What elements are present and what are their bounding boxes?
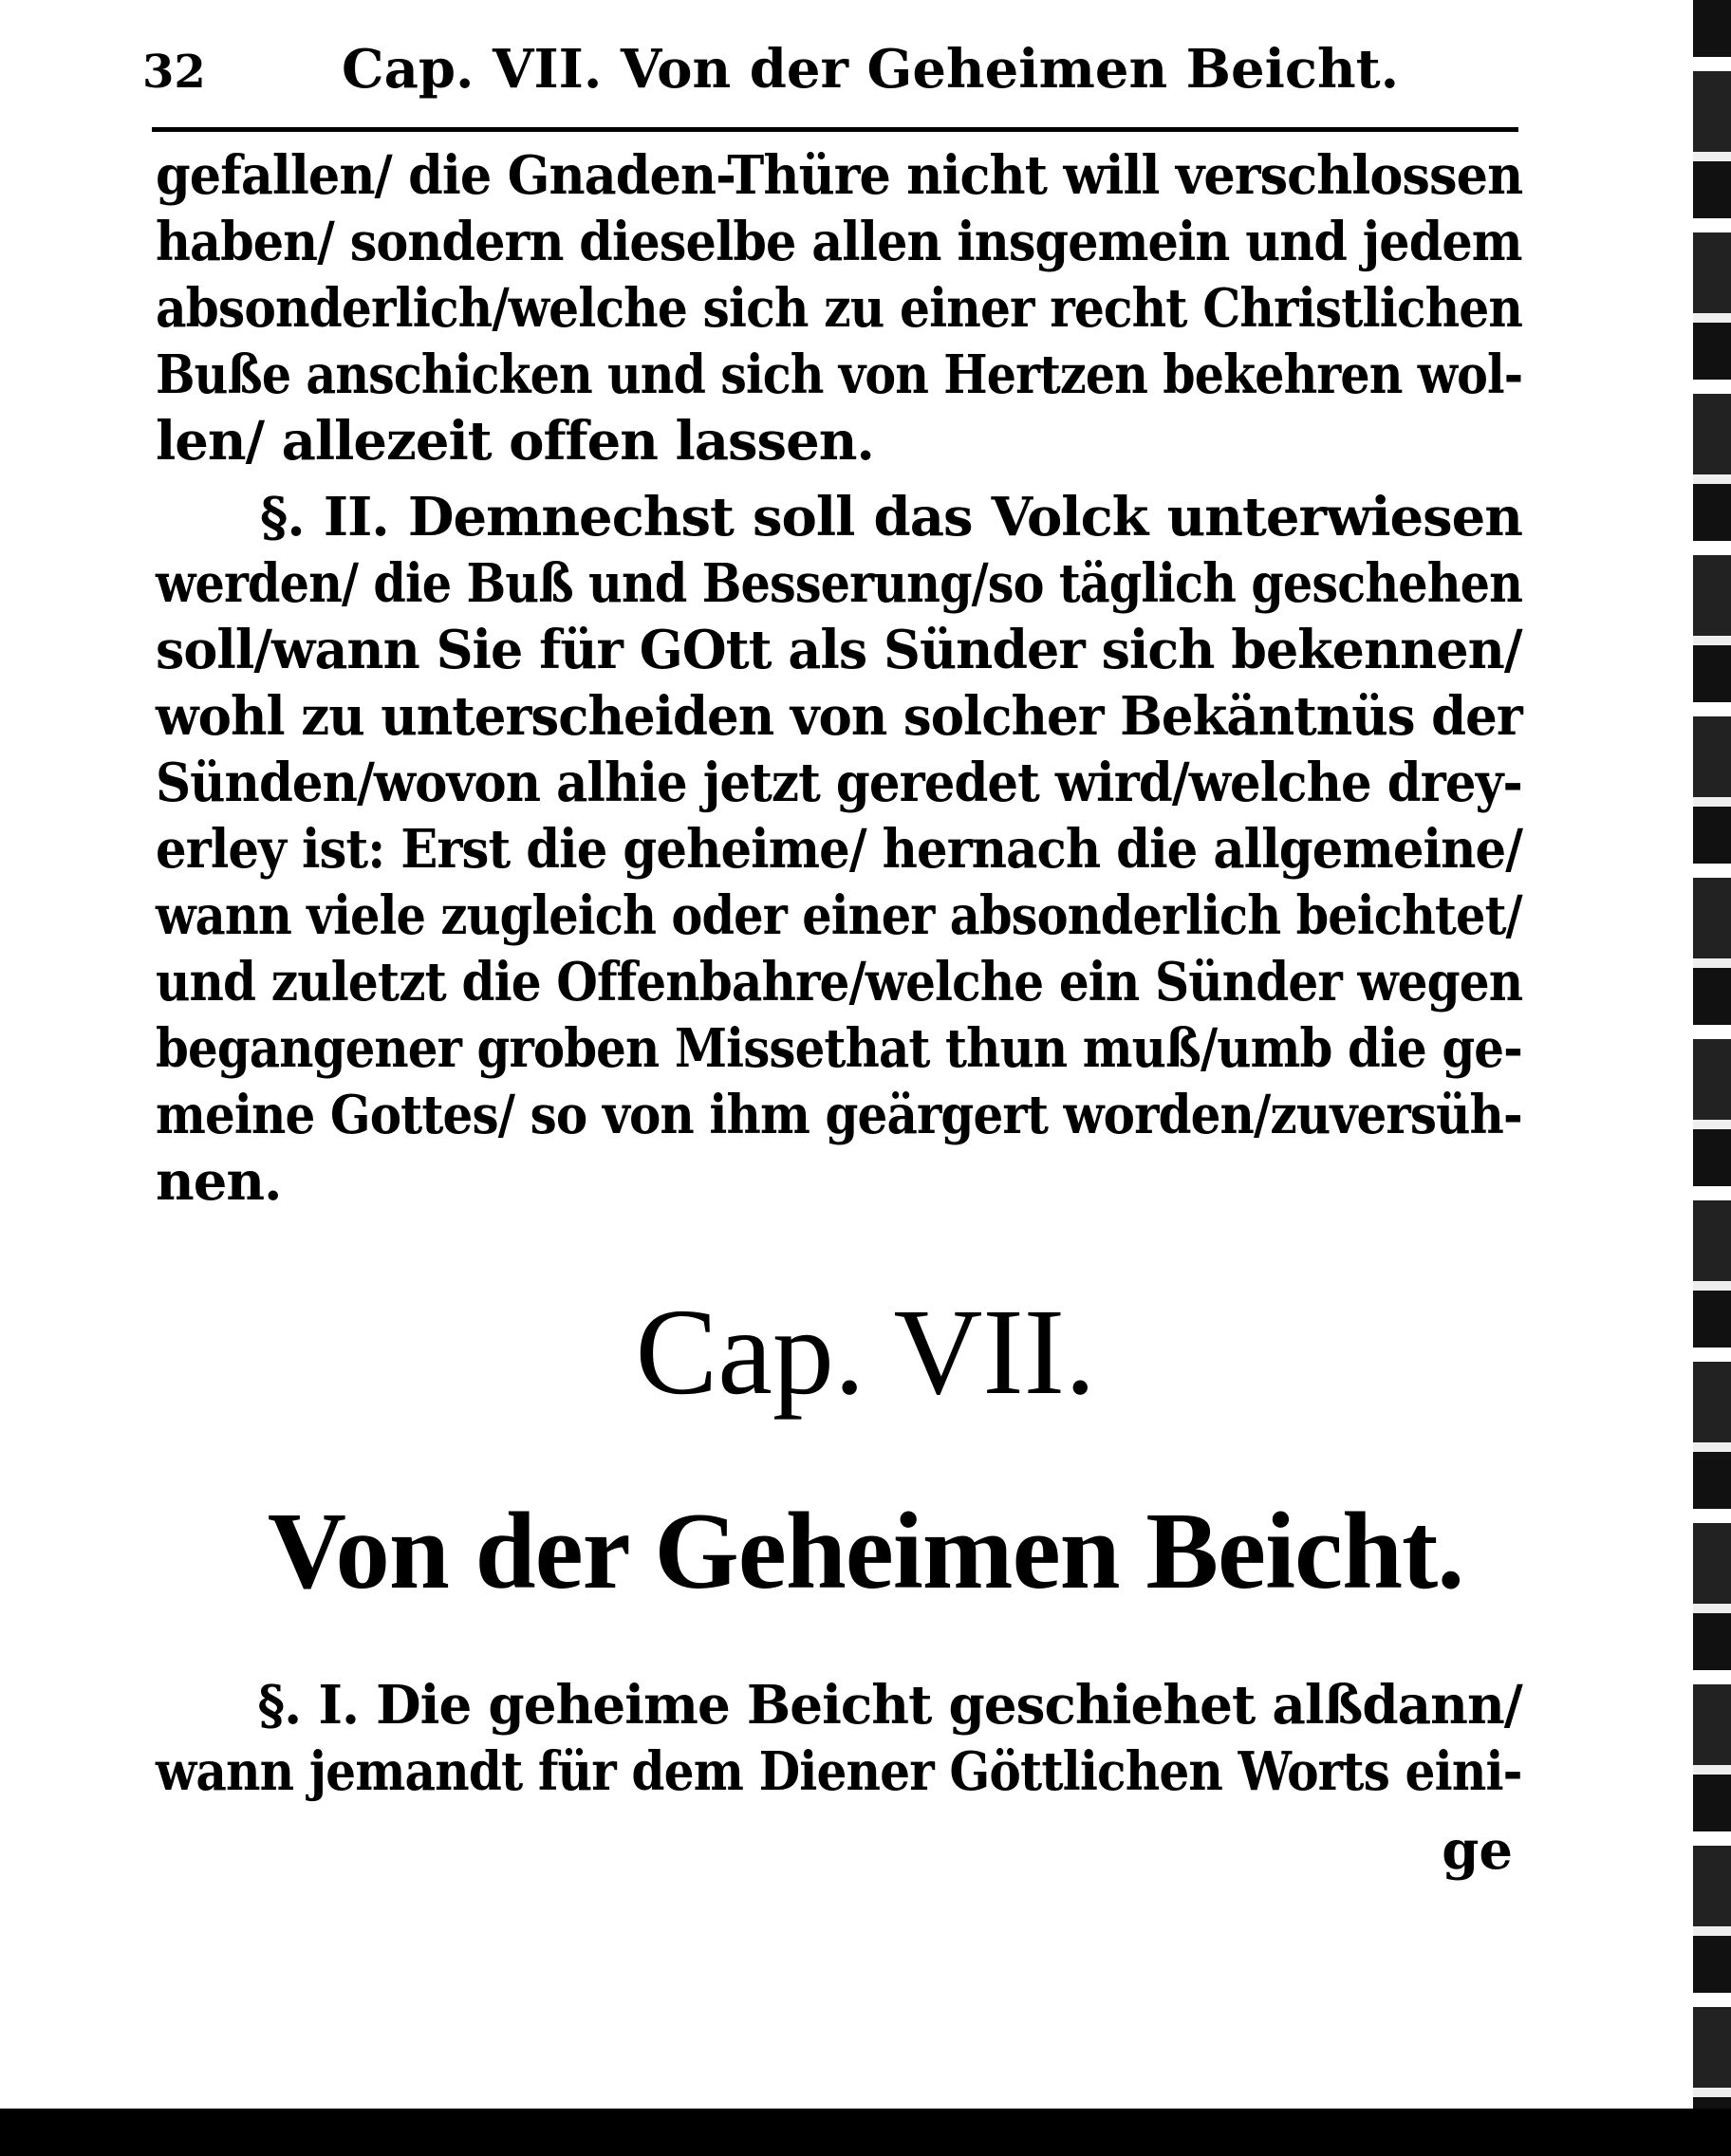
text-line: len/ allezeit offen lassen. [156, 410, 874, 473]
scan-edge-right [1693, 0, 1731, 2156]
text-line: meine Gottes/ so von ihm geärgert worden/zuversüh- [156, 1084, 1522, 1146]
text-line: gefallen/ die Gnaden-Thüre nicht will verschlossen [156, 144, 1523, 207]
page-header [142, 38, 1518, 114]
chapter-title: Von der Geheimen Beicht. [267, 1491, 1464, 1611]
text-line: begangener groben Missethat thun muß/umb die ge- [156, 1017, 1522, 1080]
catchword: ge [1442, 1819, 1513, 1882]
header-rule [152, 127, 1518, 132]
running-title: Cap. VII. Von der Geheimen Beicht. [342, 38, 1400, 101]
text-line: nen. [156, 1150, 282, 1213]
text-line: absonderlich/welche sich zu einer recht Christlichen [156, 277, 1523, 340]
page-number: 32 [142, 46, 206, 99]
text-line: §. II. Demnechst soll das Volck unterwiesen [260, 486, 1522, 548]
text-line: wohl zu unterscheiden von solcher Bekäntnüs der [156, 685, 1522, 748]
text-line: §. I. Die geheime Beicht geschiehet alßdann/ [257, 1674, 1522, 1737]
text-line: Buße anschicken und sich von Hertzen bekehren wol- [156, 344, 1523, 406]
text-line: wann jemandt für dem Diener Göttlichen Worts eini- [156, 1740, 1522, 1803]
text-line: soll/wann Sie für GOtt als Sünder sich bekennen/ [156, 619, 1522, 681]
text-line: werden/ die Buß und Besserung/so täglich geschehen [156, 552, 1523, 615]
text-line: haben/ sondern dieselbe allen insgemein und jedem [156, 211, 1522, 273]
text-line: erley ist: Erst die geheime/ hernach die allgemeine/ [156, 818, 1523, 881]
chapter-number-heading: Cap. VII. [635, 1284, 1096, 1421]
text-line: Sünden/wovon alhie jetzt geredet wird/welche drey- [156, 752, 1522, 814]
text-line: und zuletzt die Offenbahre/welche ein Sünder wegen [156, 951, 1523, 1013]
text-line: wann viele zugleich oder einer absonderlich beichtet/ [156, 884, 1522, 947]
scan-edge-bottom [0, 2109, 1731, 2156]
